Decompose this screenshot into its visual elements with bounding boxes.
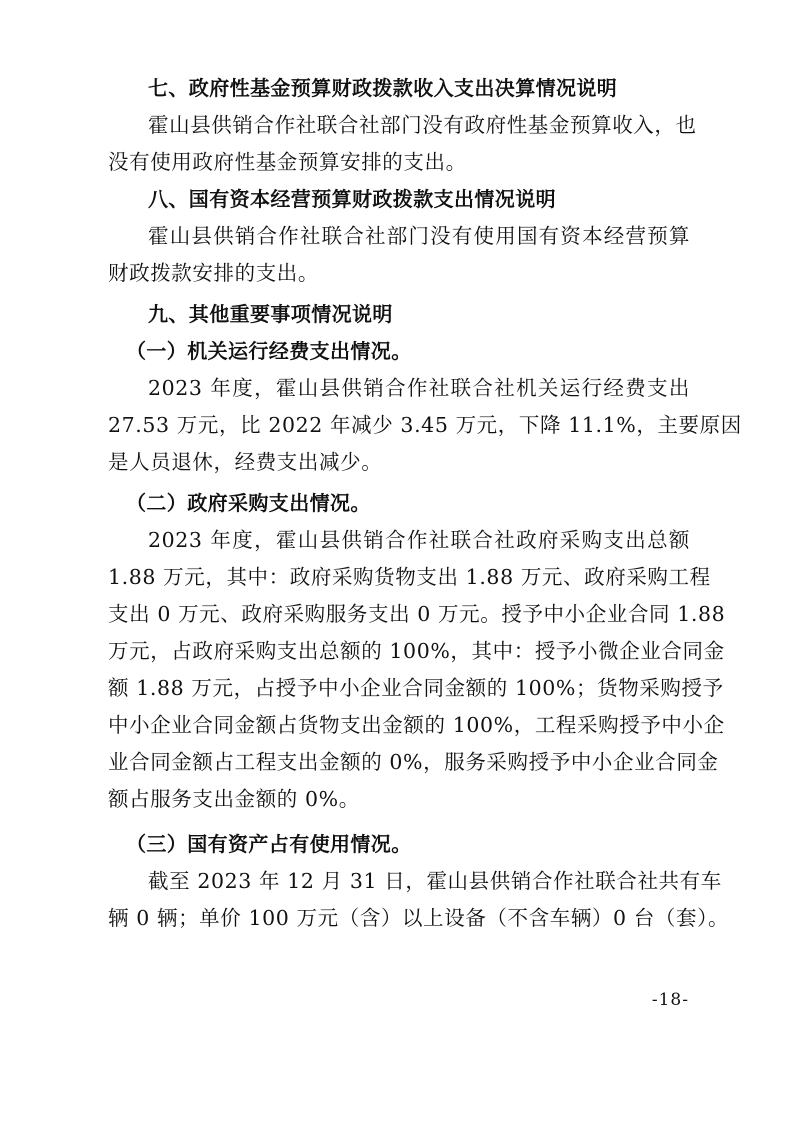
subsection-2-line: 额 1.88 万元，占授予中小企业合同金额的 100%；货物采购授予	[108, 676, 724, 700]
section-9-heading: 九、其他重要事项情况说明	[148, 302, 393, 326]
subsection-2-heading: （二）政府采购支出情况。	[126, 491, 371, 515]
section-7-heading: 七、政府性基金预算财政拨款收入支出决算情况说明	[148, 76, 618, 100]
page-number: -18-	[651, 990, 689, 1010]
subsection-2-line: 业合同金额占工程支出金额的 0%，服务采购授予中小企业合同金	[108, 750, 719, 774]
subsection-1-line: 27.53 万元，比 2022 年减少 3.45 万元，下降 11.1%，主要原因	[108, 413, 742, 437]
subsection-3-heading: （三）国有资产占有使用情况。	[126, 832, 412, 856]
subsection-2-line: 2023 年度，霍山县供销合作社联合社政府采购支出总额	[148, 528, 690, 552]
section-8-heading: 八、国有资本经营预算财政拨款支出情况说明	[148, 187, 556, 211]
section-7-paragraph-line: 没有使用政府性基金预算安排的支出。	[108, 150, 467, 174]
subsection-1-line: 2023 年度，霍山县供销合作社联合社机关运行经费支出	[148, 376, 690, 400]
subsection-2-line: 支出 0 万元、政府采购服务支出 0 万元。授予中小企业合同 1.88	[108, 602, 726, 626]
subsection-3-line: 截至 2023 年 12 月 31 日，霍山县供销合作社联合社共有车	[148, 869, 722, 893]
section-8-paragraph-line: 霍山县供销合作社联合社部门没有使用国有资本经营预算	[148, 224, 690, 248]
subsection-2-line: 中小企业合同金额占货物支出金额的 100%，工程采购授予中小企	[108, 713, 725, 737]
document-body	[108, 70, 742, 937]
section-8-paragraph-line: 财政拨款安排的支出。	[108, 261, 319, 285]
subsection-3-line: 辆 0 辆；单价 100 万元（含）以上设备（不含车辆）0 台（套）。	[108, 906, 730, 930]
subsection-1-line: 是人员退休，经费支出减少。	[108, 450, 383, 474]
subsection-2-line: 额占服务支出金额的 0%。	[108, 787, 360, 811]
subsection-2-line: 1.88 万元，其中：政府采购货物支出 1.88 万元、政府采购工程	[108, 565, 711, 589]
subsection-1-heading: （一）机关运行经费支出情况。	[126, 339, 412, 363]
section-7-paragraph-line: 霍山县供销合作社联合社部门没有政府性基金预算收入，也	[148, 113, 697, 137]
subsection-2-line: 万元，占政府采购支出总额的 100%，其中：授予小微企业合同金	[108, 639, 725, 663]
